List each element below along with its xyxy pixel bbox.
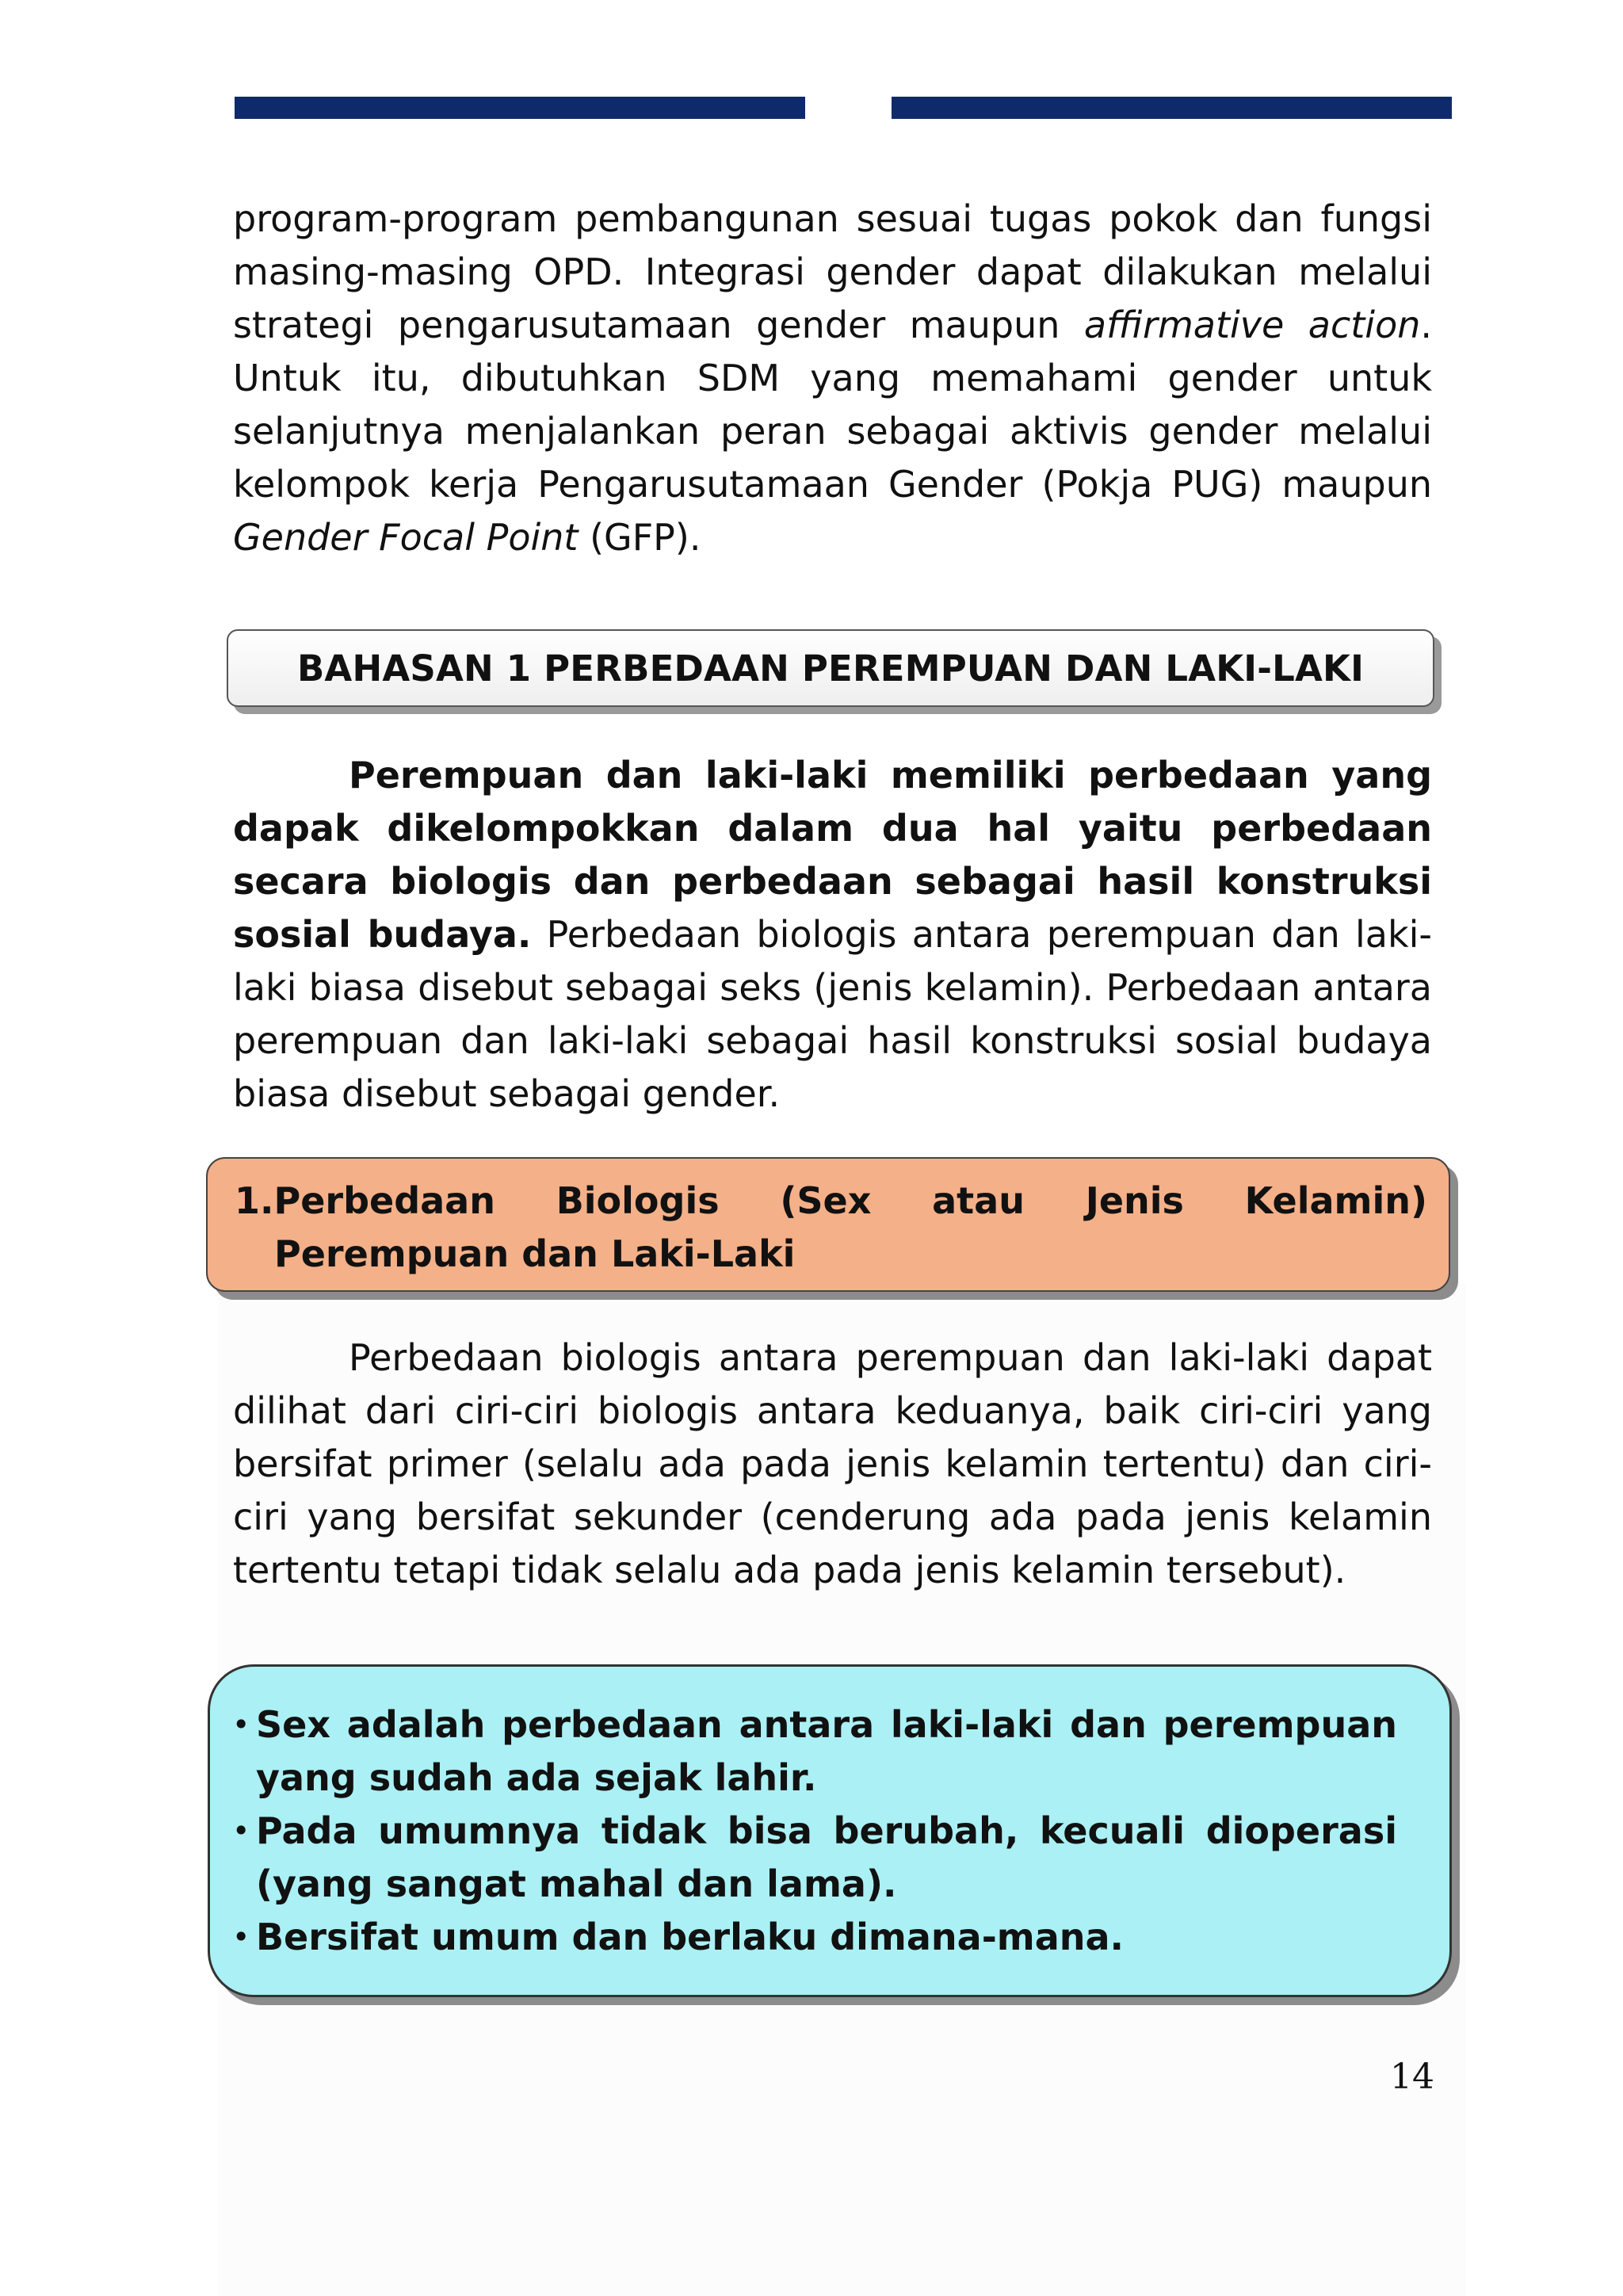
- section-text-normal: Perbedaan biologis antara perempuan dan laki-laki biasa disebut sebagai seks (jenis kelamin). Perbedaan antara perempuan dan laki-laki sebagai hasil konstruksi sosial budaya biasa disebut sebagai gender.: [233, 913, 1433, 1115]
- intro-paragraph: [233, 193, 1432, 564]
- subsection-heading: [235, 1175, 1427, 1281]
- page-number: 14: [1390, 2057, 1434, 2097]
- intro-text-3: . Untuk itu, dibutuhkan SDM yang memahami gender untuk selanjutnya menjalankan peran sebagai aktivis gender melalui kelompok kerja Pengarusutamaan Gender (Pokja PUG) maupun: [233, 304, 1432, 506]
- intro-text-2: affirmative action: [1083, 304, 1421, 346]
- key-point-item: [232, 1911, 1397, 1964]
- section-heading-box: [227, 629, 1434, 707]
- bullet-icon: •: [232, 1813, 250, 1848]
- subsection-paragraph: [233, 1331, 1432, 1597]
- key-point-text: Pada umumnya tidak bisa berubah, kecuali dioperasi (yang sangat mahal dan lama).: [256, 1809, 1397, 1905]
- key-point-text: Sex adalah perbedaan antara laki-laki dan perempuan yang sudah ada sejak lahir.: [256, 1703, 1397, 1799]
- subsection-title: Perbedaan Biologis (Sex atau Jenis Kelamin) Perempuan dan Laki-Laki: [273, 1179, 1427, 1275]
- key-point-item: [232, 1698, 1397, 1805]
- subsection-text: Perbedaan biologis antara perempuan dan laki-laki dapat dilihat dari ciri-ciri biologis antara keduanya, baik ciri-ciri yang bersifat primer (selalu ada pada jenis kelamin tertentu) dan ciri-ciri yang bersifat sekunder (cenderung ada pada jenis kelamin tertentu tetapi tidak selalu ada pada jenis kelamin tersebut).: [233, 1336, 1432, 1591]
- section-paragraph: [233, 749, 1432, 1121]
- key-points-box: [208, 1664, 1452, 1997]
- key-point-item: [232, 1805, 1397, 1911]
- bullet-icon: •: [232, 1707, 250, 1742]
- intro-text-4: Gender Focal Point: [233, 516, 579, 559]
- header-bar-right: [892, 97, 1452, 119]
- key-points-list: [232, 1698, 1397, 1964]
- subsection-heading-box: [206, 1157, 1450, 1292]
- key-point-text: Bersifat umum dan berlaku dimana-mana.: [256, 1916, 1125, 1958]
- intro-text-1: program-program pembangunan sesuai tugas pokok dan fungsi masing-masing OPD. Integrasi gender dapat dilakukan melalui strategi pengarusutamaan gender maupun: [233, 197, 1432, 346]
- section-heading: BAHASAN 1 PERBEDAAN PEREMPUAN DAN LAKI-LAKI: [296, 647, 1365, 690]
- section-text-bold: Perempuan dan laki-laki memiliki perbedaan yang dapak dikelompokkan dalam dua hal yaitu perbedaan secara biologis dan perbedaan sebagai hasil konstruksi sosial budaya.: [233, 754, 1432, 956]
- bullet-icon: •: [232, 1920, 250, 1954]
- header-bar-left: [235, 97, 805, 119]
- subsection-number: 1.: [235, 1179, 274, 1222]
- intro-text-5: (GFP).: [578, 516, 701, 559]
